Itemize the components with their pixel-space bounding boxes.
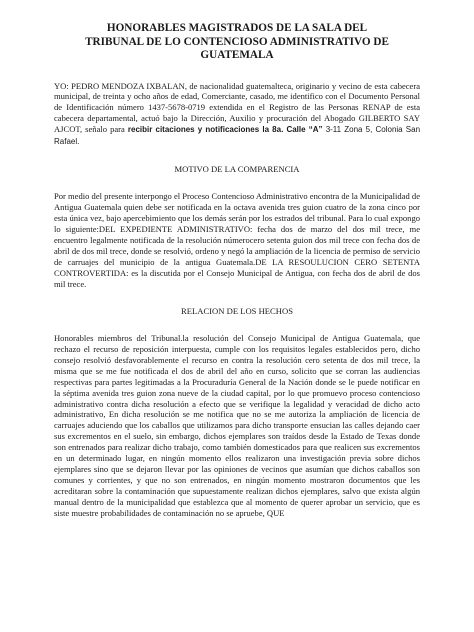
hechos-paragraph: Honorables miembros del Tribunal.la resolución del Consejo Municipal de Antigua Guatemala, que rechazo el recurso de reposición interpuesta, cumple con los requisitos legales establecidos pero, dicho consejo resolvió desfavorablemente el recurso en contra la resolución cero setenta de dos mil trece, la misma que se me fue notificada el dos de abril del año en curso, solicito que se corran las audiencias respectivas para partes legitimadas a la Procuraduría General de la Nación donde se le puede notificar en la séptima avenida tres guion zona nueve de la ciudad capital, por lo que promuevo proceso contencioso administrativo contra dicha resolución a efecto que se verifique la legalidad y veracidad de dicho acto administrativo, En dicha resolución se me notifica que no se me autoriza la ampliación de licencia de carruajes aduciendo que los caballos que utilizamos para dicho transporte ensucian las calles dejando caer sus excrementos en el suelo, sin embargo, dichos ejemplares son traídos desde la Estado de Texas donde son entrenados para realizar dicho trabajo, como también domesticados para que realicen sus excrementos en un determinado lugar, en ningún momento ellos realizaron una investigación previa sobre dichos ejemplares sino que se dejaron llevar por las opiniones de vecinos que asumían que dichos caballos son comunes y corrientes, y que no son entrenados, en ningún momento mostraron documentos que les acreditaran sobre la contaminación que supuestamente realizan dichos ejemplares, salvo que exista algún manual dentro de la municipalidad que establezca que al momento de querer aprobar un servicio, que es siste muestre probabilidades de contaminación no se apruebe, QUE <box>54 332 420 519</box>
title-line-2: TRIBUNAL DE LO CONTENCIOSO ADMINISTRATIVO DE <box>85 35 389 48</box>
intro-text-c: 3-11 Zona 5, Colonia San Rafael. <box>54 125 421 147</box>
intro-paragraph <box>54 81 420 149</box>
title-line-1: HONORABLES MAGISTRADOS DE LA SALA DEL <box>106 22 368 34</box>
intro-text-b: recibir citaciones y notificaciones la 8a. Calle “A” <box>127 125 326 135</box>
title-line-3: GUATEMALA <box>200 49 274 61</box>
document-title <box>54 22 420 63</box>
motivo-paragraph: Por medio del presente interpongo el Proceso Contencioso Administrativo encontra de la Municipalidad de Antigua Guatemala quien debe ser notificada en la octava avenida tres guion cuatro de la zona cinco por esta única vez, bajo apercebimiento que los demás serán por los estrados del tribunal. Para lo cual expongo lo siguiente:DEL EXPEDIENTE ADMINISTRATIVO: fecha dos de marzo del dos mil trece, me encuentro legalmente notificada de la resolución númerocero setenta guion dos mil trece con fecha dos de abril de dos mil trece, donde se resolvió, ordeno y negó la ampliación de la licencia de permiso de servicio de carruajes del municipio de la antigua Guatemala.DE LA RESOULUCION CERO SETENTA CONTROVERTIDA: es la discutida por el Consejo Municipal de Antigua, con fecha dos de abril de dos mil trece. <box>54 191 420 289</box>
section-heading-hechos: RELACION DE LOS HECHOS <box>181 305 293 316</box>
intro-text-a: YO: PEDRO MENDOZA IXBALAN, de nacionalidad guatemalteca, originario y vecino de esta cabecera municipal, de treinta y ocho años de edad, Comerciante, casado, me identifico con el Documento Personal de Identificación número 1437-5678-0719 extendida en el Registro de las Personas RENAP de esta cabecera departamental, actuó bajo la Dirección, Auxilio y procuración del Abogado GILBERTO SAY AJCOT, señalo para <box>54 80 420 135</box>
section-heading-motivo: MOTIVO DE LA COMPARENCIA <box>174 164 300 175</box>
